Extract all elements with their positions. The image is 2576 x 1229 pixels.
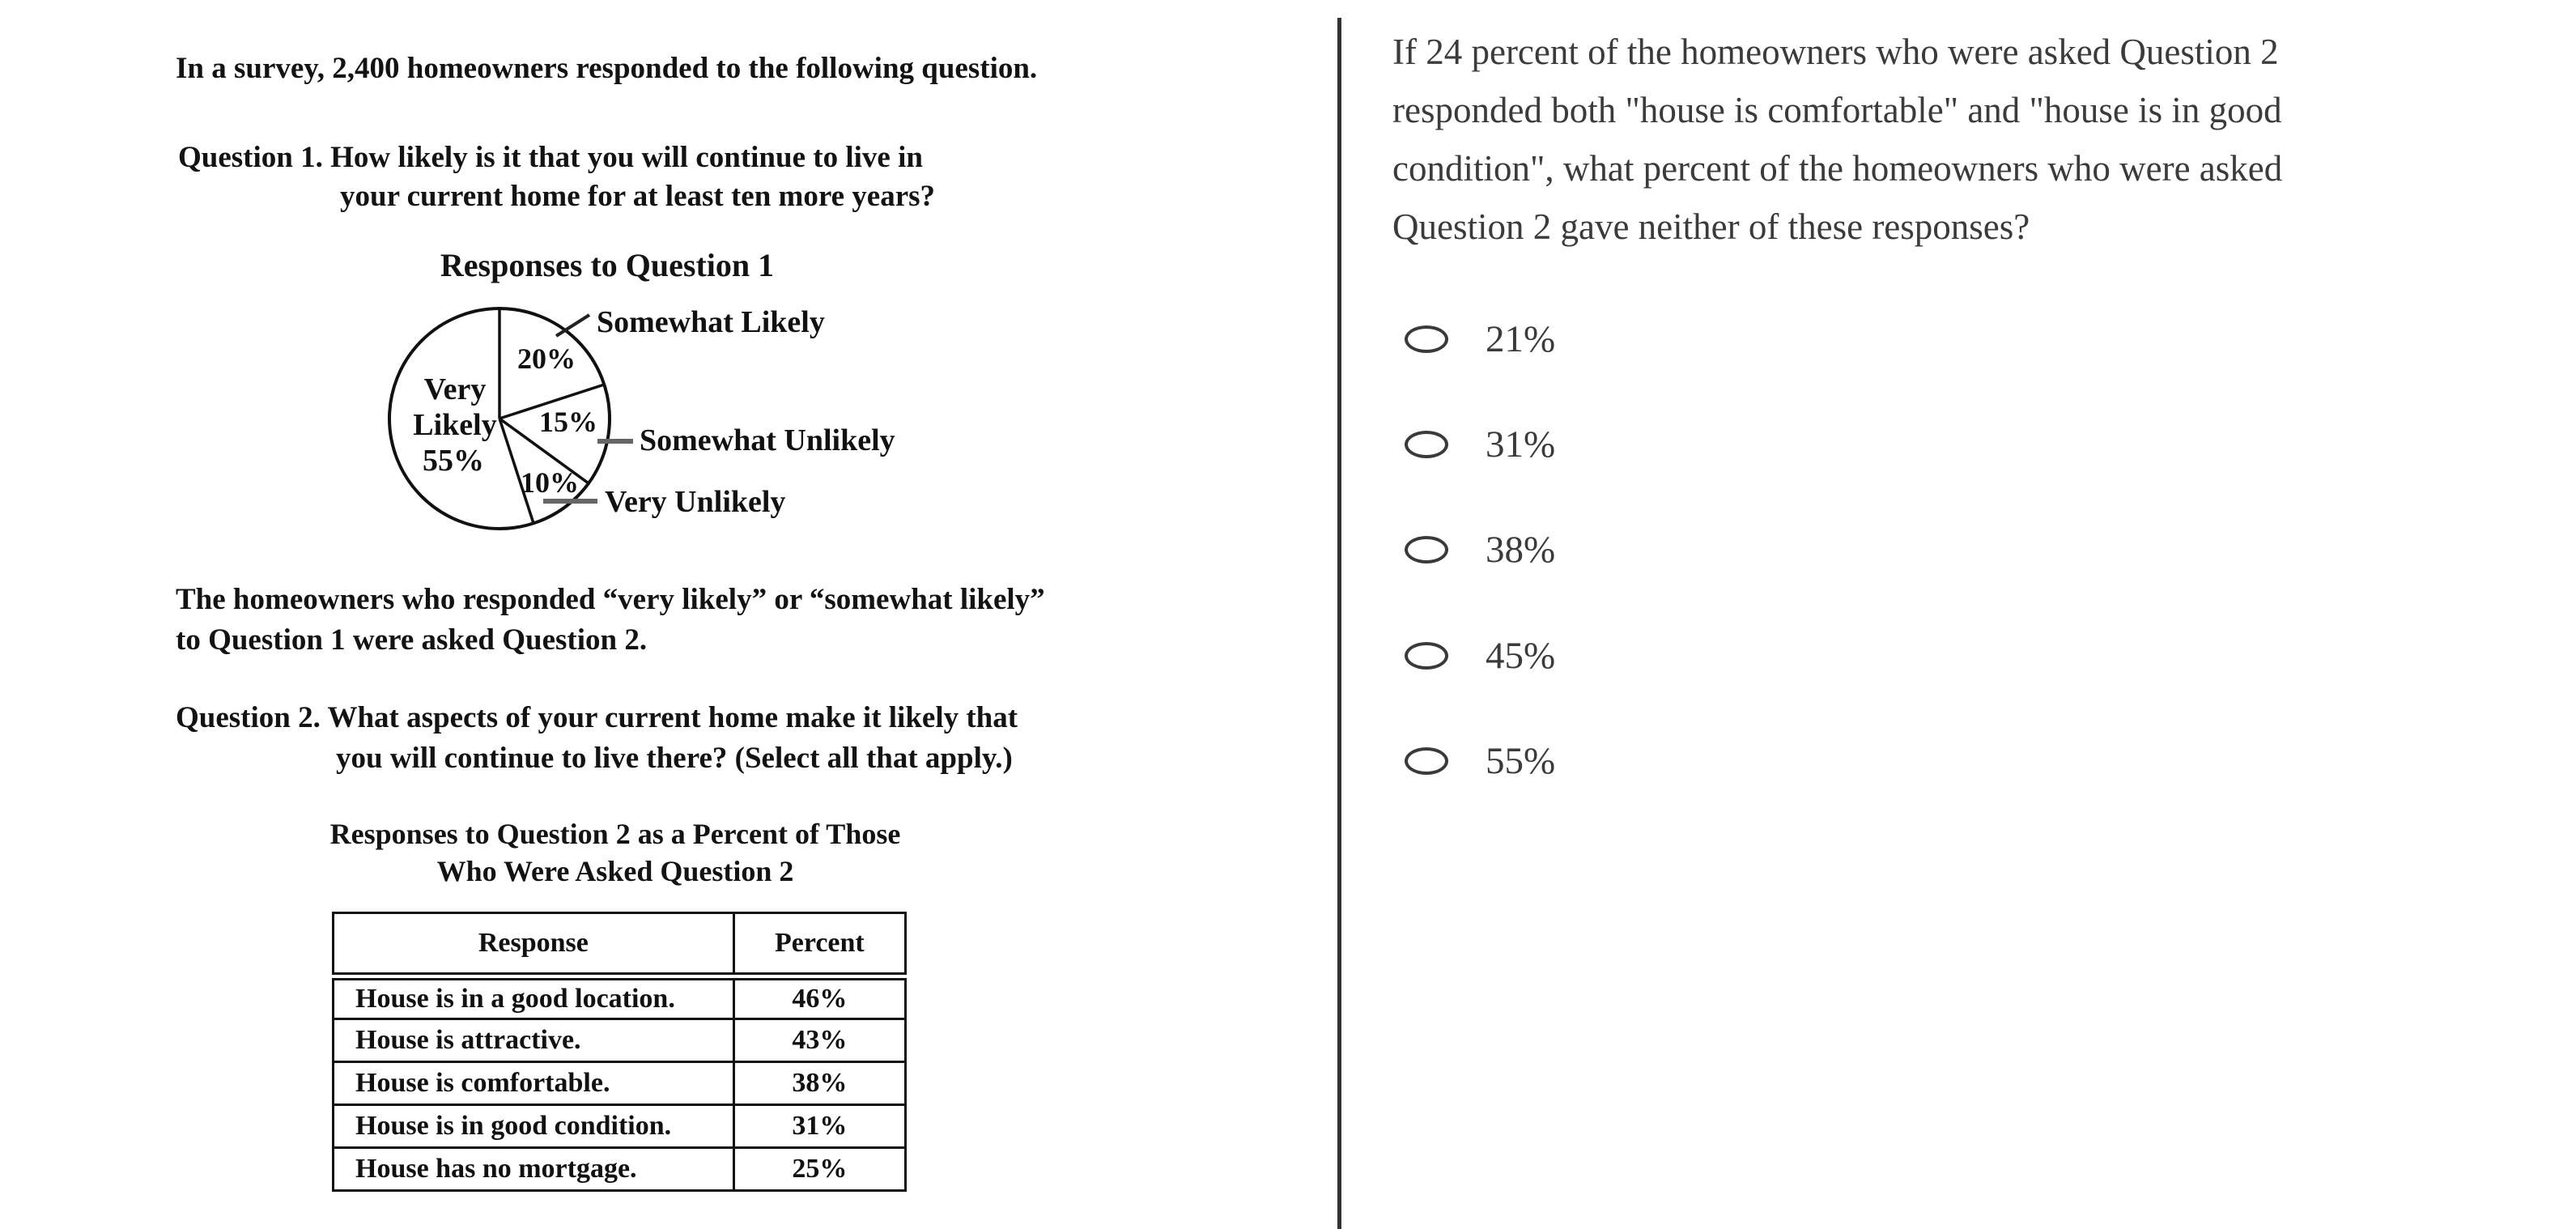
response-cell: House has no mortgage.	[334, 1148, 734, 1191]
pie-chart	[356, 287, 923, 538]
answer-option-label: 31%	[1486, 423, 1556, 466]
percent-cell: 31%	[733, 1105, 905, 1148]
between-text-line2: to Question 1 were asked Question 2.	[176, 623, 648, 657]
percent-cell: 38%	[733, 1062, 905, 1105]
question1-text-line2: your current home for at least ten more years?	[340, 180, 936, 213]
answer-option-label: 38%	[1486, 528, 1556, 571]
question2-text-line1: Question 2. What aspects of your current home make it likely that	[176, 701, 1018, 734]
question-text	[1392, 23, 2282, 256]
percent-cell: 43%	[733, 1019, 905, 1062]
table-row	[334, 1062, 906, 1105]
responses-table	[332, 912, 907, 1192]
question-text-line4: Question 2 gave neither of these responses?	[1392, 206, 2030, 247]
table-row	[334, 976, 906, 1019]
between-text-line1: The homeowners who responded “very likely” or “somewhat likely”	[176, 583, 1045, 616]
percent-cell: 46%	[733, 976, 905, 1019]
answer-option-label: 45%	[1486, 634, 1556, 677]
survey-intro-text: In a survey, 2,400 homeowners responded to the following question.	[176, 52, 1038, 85]
answer-option-31[interactable]	[1405, 415, 1555, 474]
percent-cell: 25%	[733, 1148, 905, 1191]
answer-option-55[interactable]	[1405, 732, 1555, 790]
answer-option-45[interactable]	[1405, 627, 1555, 685]
table-row	[334, 1148, 906, 1191]
pie-chart-title: Responses to Question 1	[440, 247, 775, 283]
answer-option-38[interactable]	[1405, 521, 1555, 579]
response-cell: House is comfortable.	[334, 1062, 734, 1105]
pie-callout-somewhat-unlikely: Somewhat Unlikely	[640, 423, 895, 457]
radio-button-icon[interactable]	[1405, 431, 1448, 458]
radio-button-icon[interactable]	[1405, 642, 1448, 670]
answer-option-21[interactable]	[1405, 310, 1555, 368]
radio-button-icon[interactable]	[1405, 536, 1448, 563]
table-row	[334, 1019, 906, 1062]
pie-inside-value-very-likely: 55%	[423, 444, 484, 478]
response-cell: House is in a good location.	[334, 976, 734, 1019]
pie-value-very-unlikely: 10%	[521, 466, 579, 499]
table-title-line1: Responses to Question 2 as a Percent of Those	[329, 818, 901, 850]
answer-option-label: 55%	[1486, 739, 1556, 782]
response-cell: House is in good condition.	[334, 1105, 734, 1148]
pie-value-somewhat-unlikely: 15%	[539, 406, 597, 438]
pie-inside-label-likely: Likely	[413, 408, 497, 442]
question1-text-line1: Question 1. How likely is it that you will continue to live in	[178, 141, 923, 174]
question-text-line2: responded both "house is comfortable" and "house is in good	[1392, 90, 2282, 130]
table-header-response: Response	[334, 913, 734, 976]
pie-callout-very-unlikely: Very Unlikely	[605, 485, 786, 519]
pie-callout-somewhat-likely: Somewhat Likely	[597, 305, 825, 339]
pie-value-somewhat-likely: 20%	[517, 342, 576, 375]
question2-text-line2: you will continue to live there? (Select all that apply.)	[336, 742, 1013, 775]
table-row	[334, 1105, 906, 1148]
question-panel	[1341, 0, 2576, 1229]
question-text-line3: condition", what percent of the homeowners who were asked	[1392, 148, 2283, 189]
radio-button-icon[interactable]	[1405, 747, 1448, 775]
question-text-line1: If 24 percent of the homeowners who were asked Question 2	[1392, 32, 2279, 72]
pie-inside-label-very: Very	[423, 372, 487, 406]
table-title-line2: Who Were Asked Question 2	[436, 855, 794, 887]
radio-button-icon[interactable]	[1405, 325, 1448, 353]
table-header-percent: Percent	[733, 913, 905, 976]
table-header-row	[334, 913, 906, 976]
answer-option-label: 21%	[1486, 317, 1556, 360]
response-cell: House is attractive.	[334, 1019, 734, 1062]
